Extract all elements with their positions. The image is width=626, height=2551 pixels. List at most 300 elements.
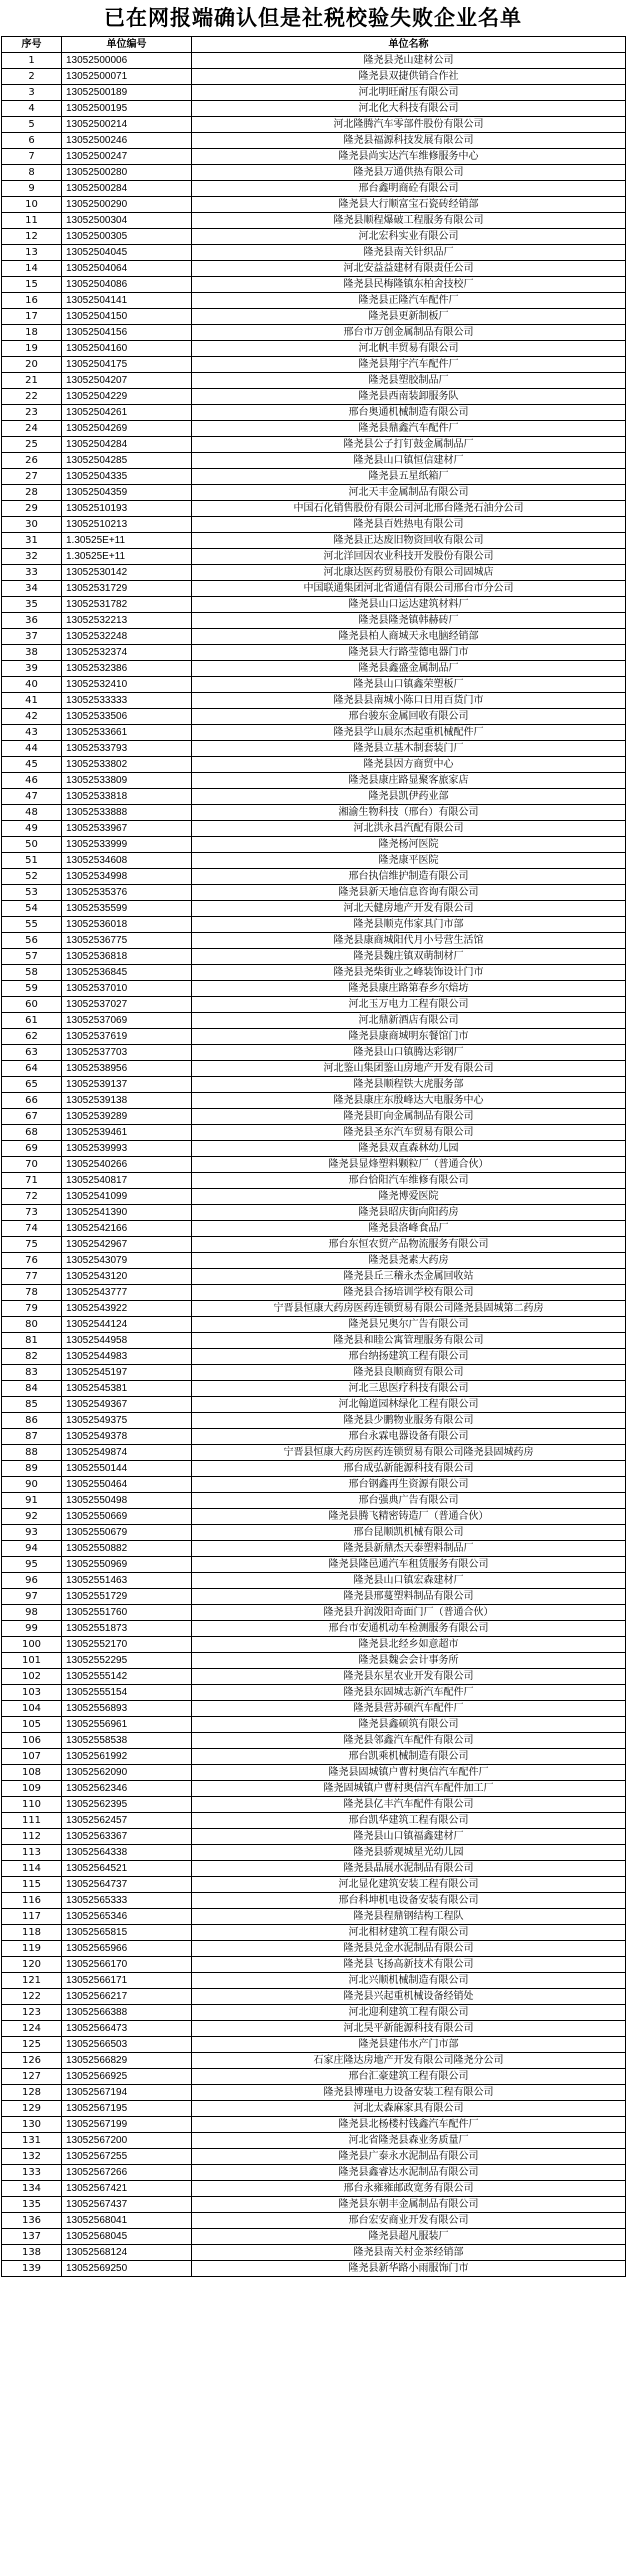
unit-code: 13052562457	[62, 1813, 192, 1829]
row-index: 52	[2, 869, 62, 885]
unit-name: 邢台昆顺凯机械有限公司	[192, 1525, 626, 1541]
unit-code: 13052500284	[62, 181, 192, 197]
row-index: 14	[2, 261, 62, 277]
table-header	[2, 37, 626, 53]
row-index: 100	[2, 1637, 62, 1653]
row-index: 71	[2, 1173, 62, 1189]
row-index: 15	[2, 277, 62, 293]
row-index: 11	[2, 213, 62, 229]
unit-name: 河北洪永昌汽配有限公司	[192, 821, 626, 837]
unit-code: 13052504269	[62, 421, 192, 437]
table-row	[2, 549, 626, 565]
unit-name: 隆尧县邻鑫汽车配件有限公司	[192, 1733, 626, 1749]
unit-code: 13052533967	[62, 821, 192, 837]
table-row	[2, 917, 626, 933]
row-index: 93	[2, 1525, 62, 1541]
table-row	[2, 117, 626, 133]
unit-name: 隆尧县新华路小雨服饰门市	[192, 2261, 626, 2277]
unit-name: 隆尧县兄奥尔广告有限公司	[192, 1317, 626, 1333]
unit-name: 隆尧县立基木制套装门厂	[192, 741, 626, 757]
table-row	[2, 1861, 626, 1877]
unit-name: 邢台鑫明商砼有限公司	[192, 181, 626, 197]
table-row	[2, 1013, 626, 1029]
unit-name: 隆尧县南关村金茶经销部	[192, 2245, 626, 2261]
unit-name: 隆尧县鑫盛金属制品厂	[192, 661, 626, 677]
unit-name: 隆尧县塑胶制品厂	[192, 373, 626, 389]
unit-code: 13052534998	[62, 869, 192, 885]
row-index: 103	[2, 1685, 62, 1701]
unit-name: 隆尧杨河医院	[192, 837, 626, 853]
unit-name: 隆尧县万通供热有限公司	[192, 165, 626, 181]
unit-name: 隆尧县魏会会计事务所	[192, 1653, 626, 1669]
table-row	[2, 2261, 626, 2277]
table-row	[2, 741, 626, 757]
row-index: 127	[2, 2069, 62, 2085]
row-index: 85	[2, 1397, 62, 1413]
table-row	[2, 565, 626, 581]
unit-name: 隆尧县康商城阳代月小号营生活馆	[192, 933, 626, 949]
row-index: 130	[2, 2117, 62, 2133]
row-index: 109	[2, 1781, 62, 1797]
table-row	[2, 2213, 626, 2229]
unit-code: 13052566473	[62, 2021, 192, 2037]
table-row	[2, 613, 626, 629]
table-row	[2, 2101, 626, 2117]
table-row	[2, 2133, 626, 2149]
row-index: 63	[2, 1045, 62, 1061]
row-index: 79	[2, 1301, 62, 1317]
unit-code: 13052537069	[62, 1013, 192, 1029]
unit-name: 隆尧县尧素大药房	[192, 1253, 626, 1269]
unit-code: 13052564737	[62, 1877, 192, 1893]
unit-code: 13052533506	[62, 709, 192, 725]
row-index: 36	[2, 613, 62, 629]
unit-code: 13052550969	[62, 1557, 192, 1573]
row-index: 112	[2, 1829, 62, 1845]
table-row	[2, 2005, 626, 2021]
table-row	[2, 581, 626, 597]
row-index: 83	[2, 1365, 62, 1381]
unit-code: 13052564521	[62, 1861, 192, 1877]
row-index: 25	[2, 437, 62, 453]
table-row	[2, 1765, 626, 1781]
unit-code: 13052568041	[62, 2213, 192, 2229]
table-row	[2, 821, 626, 837]
row-index: 110	[2, 1797, 62, 1813]
unit-name: 隆尧县合扬培训学校有限公司	[192, 1285, 626, 1301]
row-index: 94	[2, 1541, 62, 1557]
unit-code: 13052504284	[62, 437, 192, 453]
unit-code: 13052537010	[62, 981, 192, 997]
table-row	[2, 1493, 626, 1509]
unit-code: 13052500071	[62, 69, 192, 85]
table-row	[2, 1045, 626, 1061]
unit-name: 隆尧县隆尧镇韩赫砖厂	[192, 613, 626, 629]
unit-code: 13052556893	[62, 1701, 192, 1717]
unit-name: 河北兴顺机械制造有限公司	[192, 1973, 626, 1989]
unit-code: 13052500305	[62, 229, 192, 245]
table-row	[2, 597, 626, 613]
unit-code: 13052551873	[62, 1621, 192, 1637]
table-row	[2, 1749, 626, 1765]
table-row	[2, 789, 626, 805]
table-row	[2, 1717, 626, 1733]
unit-code: 13052504086	[62, 277, 192, 293]
unit-name: 隆尧县新鼎杰天泰塑料制品厂	[192, 1541, 626, 1557]
unit-code: 13052565346	[62, 1909, 192, 1925]
unit-name: 隆尧县兴起重机械设备经销处	[192, 1989, 626, 2005]
row-index: 53	[2, 885, 62, 901]
unit-code: 13052550144	[62, 1461, 192, 1477]
unit-name: 隆尧县正达废旧物资回收有限公司	[192, 533, 626, 549]
table-row	[2, 389, 626, 405]
unit-name: 隆尧县山口运达建筑材料厂	[192, 597, 626, 613]
row-index: 113	[2, 1845, 62, 1861]
unit-code: 13052500290	[62, 197, 192, 213]
row-index: 124	[2, 2021, 62, 2037]
table-row	[2, 1829, 626, 1845]
unit-name: 隆尧县县南城小陈口日用百货门市	[192, 693, 626, 709]
unit-name: 河北鼎新酒店有限公司	[192, 1013, 626, 1029]
unit-name: 隆尧县东星农业开发有限公司	[192, 1669, 626, 1685]
row-index: 129	[2, 2101, 62, 2117]
header-unit-name: 单位名称	[192, 37, 626, 53]
table-row	[2, 1029, 626, 1045]
table-row	[2, 2245, 626, 2261]
unit-code: 13052567421	[62, 2181, 192, 2197]
unit-code: 13052504229	[62, 389, 192, 405]
unit-code: 13052531729	[62, 581, 192, 597]
table-row	[2, 1413, 626, 1429]
unit-name: 河北天丰金属制品有限公司	[192, 485, 626, 501]
row-index: 92	[2, 1509, 62, 1525]
row-index: 108	[2, 1765, 62, 1781]
unit-name: 邢台钢鑫再生资源有限公司	[192, 1477, 626, 1493]
row-index: 59	[2, 981, 62, 997]
unit-code: 13052533888	[62, 805, 192, 821]
unit-code: 13052533809	[62, 773, 192, 789]
unit-code: 13052504261	[62, 405, 192, 421]
table-row	[2, 181, 626, 197]
unit-name: 隆尧县亿丰汽车配件有限公司	[192, 1797, 626, 1813]
table-row	[2, 309, 626, 325]
table-row	[2, 85, 626, 101]
row-index: 6	[2, 133, 62, 149]
table-row	[2, 1381, 626, 1397]
table-row	[2, 197, 626, 213]
unit-name: 河北太森麻家具有限公司	[192, 2101, 626, 2117]
table-row	[2, 629, 626, 645]
unit-code: 13052500006	[62, 53, 192, 69]
table-row	[2, 101, 626, 117]
unit-name: 隆尧县北杨楼村钱鑫汽车配件厂	[192, 2117, 626, 2133]
table-row	[2, 1893, 626, 1909]
table-row	[2, 709, 626, 725]
unit-code: 13052539138	[62, 1093, 192, 1109]
unit-code: 13052533333	[62, 693, 192, 709]
table-row	[2, 133, 626, 149]
row-index: 119	[2, 1941, 62, 1957]
row-index: 4	[2, 101, 62, 117]
unit-code: 13052533818	[62, 789, 192, 805]
row-index: 95	[2, 1557, 62, 1573]
row-index: 107	[2, 1749, 62, 1765]
row-index: 16	[2, 293, 62, 309]
unit-name: 隆尧县鼎鑫汽车配件厂	[192, 421, 626, 437]
unit-code: 13052536018	[62, 917, 192, 933]
table-row	[2, 1205, 626, 1221]
row-index: 75	[2, 1237, 62, 1253]
unit-code: 13052533661	[62, 725, 192, 741]
unit-name: 河北玉万电力工程有限公司	[192, 997, 626, 1013]
table-row	[2, 885, 626, 901]
unit-name: 河北康达医药贸易股份有限公司固城店	[192, 565, 626, 581]
table-row	[2, 373, 626, 389]
unit-code: 13052542967	[62, 1237, 192, 1253]
row-index: 88	[2, 1445, 62, 1461]
unit-code: 13052567199	[62, 2117, 192, 2133]
row-index: 134	[2, 2181, 62, 2197]
row-index: 72	[2, 1189, 62, 1205]
row-index: 47	[2, 789, 62, 805]
table-row	[2, 1733, 626, 1749]
table-row	[2, 1669, 626, 1685]
unit-code: 13052504045	[62, 245, 192, 261]
row-index: 10	[2, 197, 62, 213]
unit-name: 河北隆腾汽车零部件股份有限公司	[192, 117, 626, 133]
unit-code: 13052550669	[62, 1509, 192, 1525]
table-row	[2, 149, 626, 165]
unit-code: 13052550498	[62, 1493, 192, 1509]
table-row	[2, 533, 626, 549]
unit-code: 13052549367	[62, 1397, 192, 1413]
unit-code: 13052549874	[62, 1445, 192, 1461]
table-body	[2, 53, 626, 2277]
row-index: 19	[2, 341, 62, 357]
unit-code: 13052566170	[62, 1957, 192, 1973]
table-row	[2, 933, 626, 949]
unit-name: 隆尧县骄观城星光幼儿园	[192, 1845, 626, 1861]
row-index: 136	[2, 2213, 62, 2229]
table-row	[2, 1509, 626, 1525]
table-row	[2, 1157, 626, 1173]
unit-name: 隆尧县顺程铁大虎服务部	[192, 1077, 626, 1093]
unit-code: 13052534608	[62, 853, 192, 869]
row-index: 123	[2, 2005, 62, 2021]
unit-name: 隆尧县固城镇户曹村奥信汽车配件厂	[192, 1765, 626, 1781]
row-index: 91	[2, 1493, 62, 1509]
unit-name: 隆尧县邢蔓塑料制品有限公司	[192, 1589, 626, 1605]
row-index: 20	[2, 357, 62, 373]
unit-name: 隆尧县盯向金属制品有限公司	[192, 1109, 626, 1125]
row-index: 12	[2, 229, 62, 245]
unit-code: 13052532386	[62, 661, 192, 677]
unit-name: 隆尧县山口镇腾达彩钢厂	[192, 1045, 626, 1061]
unit-name: 隆尧县晶展水泥制品有限公司	[192, 1861, 626, 1877]
table-row	[2, 1173, 626, 1189]
table-row	[2, 1685, 626, 1701]
unit-code: 13052504175	[62, 357, 192, 373]
unit-code: 13052567255	[62, 2149, 192, 2165]
unit-name: 邢台纳扬建筑工程有限公司	[192, 1349, 626, 1365]
table-row	[2, 1061, 626, 1077]
row-index: 115	[2, 1877, 62, 1893]
table-row	[2, 1845, 626, 1861]
table-row	[2, 1589, 626, 1605]
unit-name: 隆尧康平医院	[192, 853, 626, 869]
unit-name: 湘渝生物科技（邢台）有限公司	[192, 805, 626, 821]
unit-name: 隆尧县公子打钉鼓金属制品厂	[192, 437, 626, 453]
row-index: 73	[2, 1205, 62, 1221]
unit-code: 13052539137	[62, 1077, 192, 1093]
unit-code: 13052539289	[62, 1109, 192, 1125]
unit-code: 13052551463	[62, 1573, 192, 1589]
table-row	[2, 1285, 626, 1301]
unit-code: 13052533793	[62, 741, 192, 757]
row-index: 34	[2, 581, 62, 597]
table-row	[2, 1573, 626, 1589]
table-row	[2, 501, 626, 517]
unit-name: 隆尧县圣东汽车贸易有限公司	[192, 1125, 626, 1141]
unit-name: 隆尧县双直森林幼儿园	[192, 1141, 626, 1157]
unit-code: 13052533999	[62, 837, 192, 853]
unit-code: 13052567194	[62, 2085, 192, 2101]
unit-name: 河北三思医疗科技有限公司	[192, 1381, 626, 1397]
unit-name: 隆尧县康庄东殷峰达大电服务中心	[192, 1093, 626, 1109]
table-row	[2, 1925, 626, 1941]
unit-code: 13052567195	[62, 2101, 192, 2117]
unit-code: 13052504207	[62, 373, 192, 389]
row-index: 133	[2, 2165, 62, 2181]
row-index: 27	[2, 469, 62, 485]
unit-code: 13052552170	[62, 1637, 192, 1653]
row-index: 57	[2, 949, 62, 965]
unit-code: 13052541390	[62, 1205, 192, 1221]
table-row	[2, 277, 626, 293]
unit-code: 13052566388	[62, 2005, 192, 2021]
unit-code: 13052544124	[62, 1317, 192, 1333]
row-index: 101	[2, 1653, 62, 1669]
table-row	[2, 1989, 626, 2005]
row-index: 50	[2, 837, 62, 853]
row-index: 89	[2, 1461, 62, 1477]
unit-code: 13052565333	[62, 1893, 192, 1909]
unit-code: 13052533802	[62, 757, 192, 773]
unit-code: 13052504141	[62, 293, 192, 309]
unit-name: 隆尧县少鹏物业服务有限公司	[192, 1413, 626, 1429]
unit-name: 隆尧县山口镇鑫荣塑板厂	[192, 677, 626, 693]
table-row	[2, 1941, 626, 1957]
unit-name: 邢台宏安商业开发有限公司	[192, 2213, 626, 2229]
unit-name: 宁晋县恒康大药房医药连锁贸易有限公司隆尧县固城第二药房	[192, 1301, 626, 1317]
table-row	[2, 469, 626, 485]
row-index: 84	[2, 1381, 62, 1397]
table-row	[2, 1301, 626, 1317]
unit-name: 隆尧县升润泼阳奇面门厂（普通合伙）	[192, 1605, 626, 1621]
unit-code: 13052565966	[62, 1941, 192, 1957]
row-index: 105	[2, 1717, 62, 1733]
table-row	[2, 341, 626, 357]
row-index: 17	[2, 309, 62, 325]
unit-code: 13052539461	[62, 1125, 192, 1141]
unit-name: 隆尧县山口镇福鑫建材厂	[192, 1829, 626, 1845]
unit-code: 13052543079	[62, 1253, 192, 1269]
unit-code: 13052500195	[62, 101, 192, 117]
table-row	[2, 1221, 626, 1237]
table-row	[2, 2069, 626, 2085]
unit-code: 13052545197	[62, 1365, 192, 1381]
unit-code: 13052555154	[62, 1685, 192, 1701]
unit-name: 隆尧县凯伊药业部	[192, 789, 626, 805]
row-index: 35	[2, 597, 62, 613]
table-row	[2, 2181, 626, 2197]
row-index: 54	[2, 901, 62, 917]
unit-name: 宁晋县恒康大药房医药连锁贸易有限公司隆尧县固城药房	[192, 1445, 626, 1461]
table-row	[2, 2085, 626, 2101]
header-index: 序号	[2, 37, 62, 53]
table-row	[2, 1621, 626, 1637]
row-index: 32	[2, 549, 62, 565]
table-row	[2, 805, 626, 821]
table-row	[2, 1397, 626, 1413]
row-index: 44	[2, 741, 62, 757]
unit-name: 隆尧县顺克伟家具门市部	[192, 917, 626, 933]
row-index: 86	[2, 1413, 62, 1429]
unit-name: 邢台市安通机动车检测服务有限公司	[192, 1621, 626, 1637]
row-index: 8	[2, 165, 62, 181]
table-row	[2, 2197, 626, 2213]
row-index: 39	[2, 661, 62, 677]
unit-name: 隆尧县更新制板厂	[192, 309, 626, 325]
row-index: 82	[2, 1349, 62, 1365]
unit-code: 13052530142	[62, 565, 192, 581]
unit-name: 隆尧县西南装卸服务队	[192, 389, 626, 405]
unit-code: 13052565815	[62, 1925, 192, 1941]
unit-name: 隆尧县康庄路第春乡尔焙坊	[192, 981, 626, 997]
row-index: 98	[2, 1605, 62, 1621]
row-index: 3	[2, 85, 62, 101]
row-index: 81	[2, 1333, 62, 1349]
unit-code: 13052500189	[62, 85, 192, 101]
table-row	[2, 1333, 626, 1349]
unit-code: 13052562090	[62, 1765, 192, 1781]
unit-name: 邢台骏东金属回收有限公司	[192, 709, 626, 725]
table-row	[2, 1541, 626, 1557]
row-index: 45	[2, 757, 62, 773]
table-row	[2, 693, 626, 709]
table-row	[2, 2053, 626, 2069]
table-row	[2, 1477, 626, 1493]
table-row	[2, 1269, 626, 1285]
company-table	[1, 36, 626, 2277]
row-index: 29	[2, 501, 62, 517]
unit-code: 13052504160	[62, 341, 192, 357]
row-index: 48	[2, 805, 62, 821]
unit-code: 13052500280	[62, 165, 192, 181]
unit-name: 隆尧县新天地信息咨询有限公司	[192, 885, 626, 901]
row-index: 49	[2, 821, 62, 837]
row-index: 37	[2, 629, 62, 645]
table-row	[2, 997, 626, 1013]
row-index: 26	[2, 453, 62, 469]
table-row	[2, 485, 626, 501]
row-index: 9	[2, 181, 62, 197]
unit-name: 隆尧县山口镇恒信建材厂	[192, 453, 626, 469]
unit-code: 13052567200	[62, 2133, 192, 2149]
row-index: 125	[2, 2037, 62, 2053]
table-row	[2, 1557, 626, 1573]
unit-name: 河北天健房地产开发有限公司	[192, 901, 626, 917]
